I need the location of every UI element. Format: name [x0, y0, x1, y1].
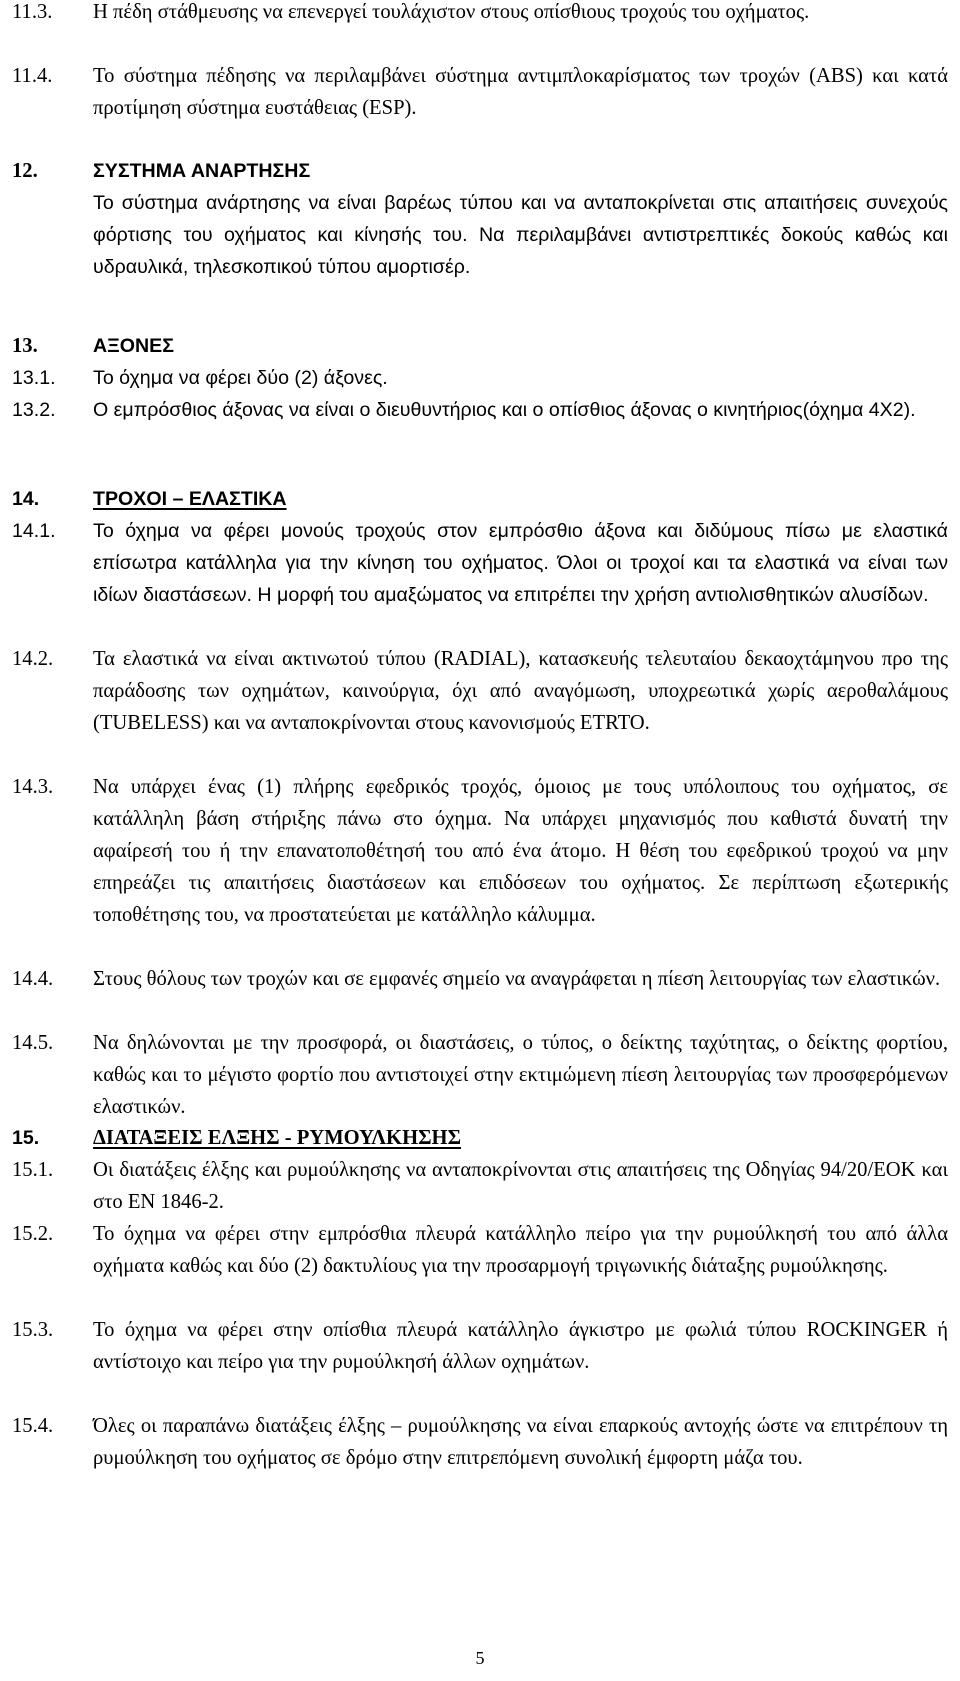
- clause-number: 15.2.: [12, 1223, 54, 1245]
- clause-text: Στους θόλους των τροχών και σε εμφανές σημείο να αναγράφεται η πίεση λειτουργίας των ελαστικών.: [93, 968, 941, 990]
- clause-14-3: [12, 771, 948, 931]
- clause-11-4: [12, 60, 948, 124]
- clause-text: Όλες οι παραπάνω διατάξεις έλξης – ρυμούλκησης να είναι επαρκούς αντοχής ώστε να επιτρέπουν τη ρυμούλκηση του οχήματος σε δρόμο στην επιτρεπόμενη συνολική έμφορτη μάζα του.: [93, 1415, 948, 1469]
- clause-text: Το όχημα να φέρει δύο (2) άξονες.: [93, 367, 388, 389]
- clause-text: Το σύστημα ανάρτησης να είναι βαρέως τύπου και να ανταποκρίνεται στις απαιτήσεις συνεχούς φόρτισης του οχήματος και κίνησής του. Να περιλαμβάνει αντιστρεπτικές δοκούς καθώς και υδραυλικά, τηλεσκοπικού τύπου αμορτισέρ.: [93, 192, 948, 278]
- clause-number: 15.3.: [12, 1319, 54, 1341]
- section-15-heading: [12, 1122, 948, 1154]
- clause-text: Η πέδη στάθμευσης να επενεργεί τουλάχιστον στους οπίσθιους τροχούς του οχήματος.: [93, 1, 810, 23]
- section-title: ΣΥΣΤΗΜΑ ΑΝΑΡΤΗΣΗΣ: [93, 160, 311, 182]
- clause-14-4: [12, 963, 948, 995]
- clause-text: Το σύστημα πέδησης να περιλαμβάνει σύστημα αντιμπλοκαρίσματος των τροχών (ABS) και κατά προτίμηση σύστημα ευστάθειας (ESP).: [93, 65, 948, 119]
- clause-13-1: [12, 362, 948, 394]
- section-title: ΔΙΑΤΑΞΕΙΣ ΕΛΞΗΣ - ΡΥΜΟΥΛΚΗΣΗΣ: [93, 1127, 462, 1149]
- section-number: 13.: [12, 335, 38, 357]
- section-title: ΤΡΟΧΟΙ – ΕΛΑΣΤΙΚΑ: [93, 488, 287, 510]
- clause-text: Το όχημα να φέρει στην εμπρόσθια πλευρά κατάλληλο πείρο για την ρυμούλκησή του από άλλα οχήματα καθώς και δύο (2) δακτυλίους για την προσαρμογή τριγωνικής διάταξης ρυμούλκησης.: [93, 1223, 948, 1277]
- section-number: 12.: [12, 160, 38, 182]
- clause-number: 15.4.: [12, 1415, 54, 1437]
- section-12-body: [12, 187, 948, 283]
- clause-14-2: [12, 643, 948, 739]
- section-14-heading: [12, 483, 948, 515]
- clause-14-5: [12, 1027, 948, 1123]
- clause-text: Το όχημα να φέρει στην οπίσθια πλευρά κατάλληλο άγκιστρο με φωλιά τύπου ROCKINGER ή αντίστοιχο και πείρο για την ρυμούλκησή άλλων οχημάτων.: [93, 1319, 948, 1373]
- clause-number: 15.1.: [12, 1159, 54, 1181]
- clause-11-3: [12, 0, 948, 28]
- section-13-heading: [12, 330, 948, 362]
- section-title: ΑΞΟΝΕΣ: [93, 335, 174, 357]
- clause-text: Να υπάρχει ένας (1) πλήρης εφεδρικός τροχός, όμοιος με τους υπόλοιπους του οχήματος, σε κατάλληλη βάση στήριξης πάνω στο όχημα. Να υπάρχει μηχανισμός που καθιστά δυνατή την αφαίρεσή του ή την επανατοποθέτησή του από ένα άτομο. Η θέση του εφεδρικού τροχού να μην επηρεάζει τις απαιτήσεις διαστάσεων και επιδόσεων του οχήματος. Σε περίπτωση εξωτερικής τοποθέτησης του, να προστατεύεται με κατάλληλο κάλυμμα.: [93, 776, 948, 926]
- clause-number: 11.3.: [12, 1, 53, 23]
- clause-14-1: [12, 515, 948, 611]
- clause-15-3: [12, 1314, 948, 1378]
- clause-13-2: [12, 394, 948, 426]
- clause-15-1: [12, 1154, 948, 1218]
- clause-text: Ο εμπρόσθιος άξονας να είναι ο διευθυντήριος και ο οπίσθιος άξονας ο κινητήριος(όχημα 4Χ2).: [93, 399, 916, 421]
- clause-number: 13.2.: [12, 399, 56, 421]
- section-number: 15.: [12, 1127, 40, 1149]
- page-number: 5: [475, 1648, 485, 1668]
- clause-number: 14.5.: [12, 1032, 54, 1054]
- clause-number: 14.3.: [12, 776, 54, 798]
- clause-15-4: [12, 1410, 948, 1474]
- section-12-heading: [12, 155, 948, 187]
- clause-number: 14.4.: [12, 968, 54, 990]
- clause-number: 14.2.: [12, 648, 54, 670]
- clause-text: Οι διατάξεις έλξης και ρυμούλκησης να ανταποκρίνονται στις απαιτήσεις της Οδηγίας 94/20/ΕΟΚ και στο ΕΝ 1846-2.: [93, 1159, 948, 1213]
- clause-number: 13.1.: [12, 367, 56, 389]
- clause-15-2: [12, 1218, 948, 1282]
- clause-number: 11.4.: [12, 65, 53, 87]
- section-number: 14.: [12, 488, 40, 510]
- clause-text: Τα ελαστικά να είναι ακτινωτού τύπου (RADIAL), κατασκευής τελευταίου δεκαοχτάμηνου προ της παράδοσης των οχημάτων, καινούργια, όχι από αναγόμωση, υποχρεωτικά χωρίς αεροθαλάμους (TUBELESS) και να ανταποκρίνονται στους κανονισμούς ETRTO.: [93, 648, 948, 734]
- clause-number: 14.1.: [12, 520, 56, 542]
- clause-text: Το όχημα να φέρει μονούς τροχούς στον εμπρόσθιο άξονα και διδύμους πίσω με ελαστικά επίσωτρα κατάλληλα για την κίνηση του οχήματος. Όλοι οι τροχοί και τα ελαστικά να είναι των ιδίων διαστάσεων. Η μορφή του αμαξώματος να επιτρέπει την χρήση αντιολισθητικών αλυσίδων.: [93, 520, 948, 606]
- clause-text: Να δηλώνονται με την προσφορά, οι διαστάσεις, ο τύπος, ο δείκτης ταχύτητας, ο δείκτης φορτίου, καθώς και το μέγιστο φορτίο που αντιστοιχεί στην εκτιμώμενη πίεση λειτουργίας των προσφερόμενων ελαστικών.: [93, 1032, 948, 1118]
